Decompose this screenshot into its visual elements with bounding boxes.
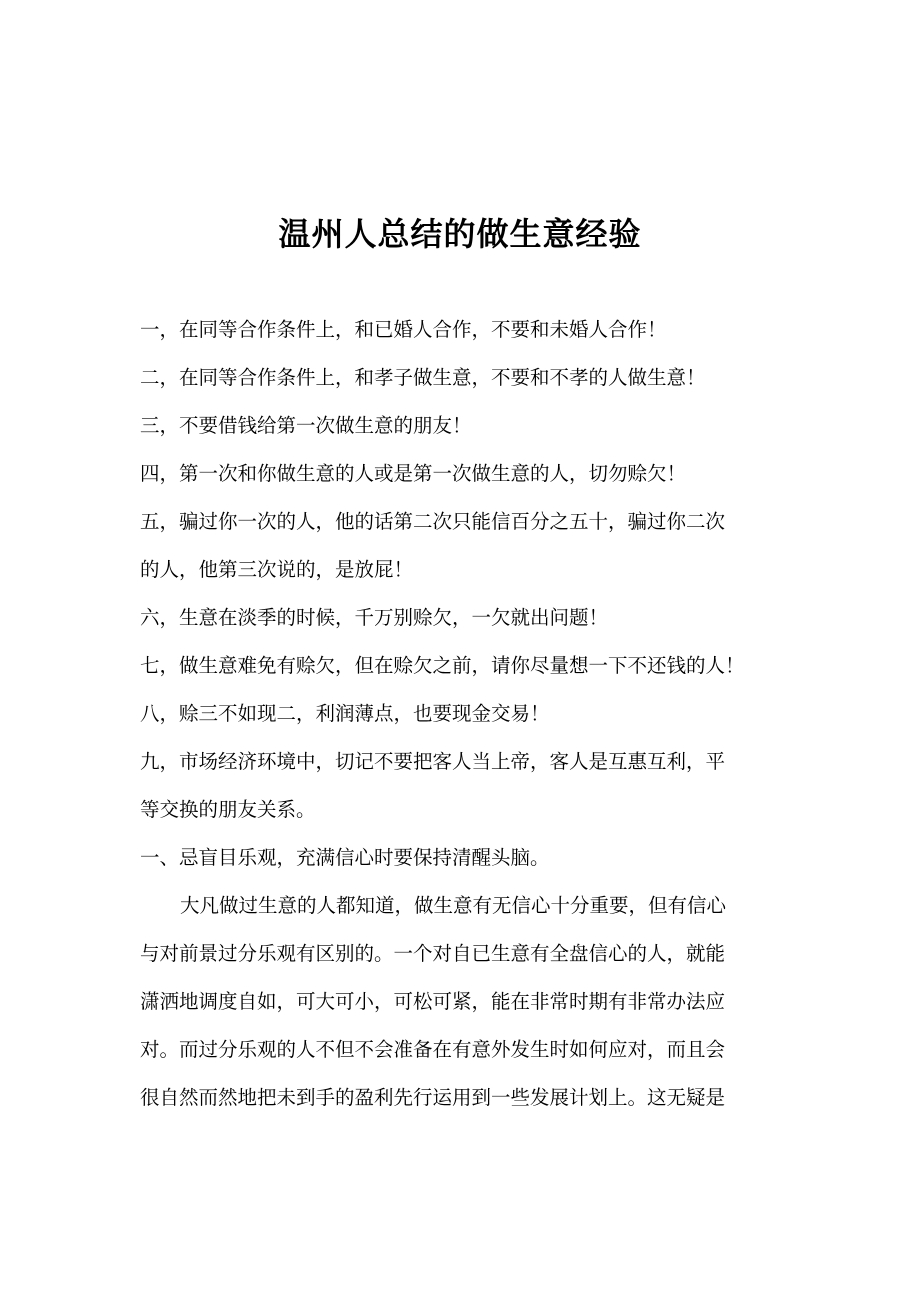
text-line-7: 六，生意在淡季的时候，千万别赊欠，一欠就出问题！ [140,606,609,629]
text-line-4: 四，第一次和你做生意的人或是第一次做生意的人，切勿赊欠！ [140,462,687,485]
text-line-1: 一，在同等合作条件上，和已婚人合作，不要和未婚人合作！ [140,318,667,341]
text-line-8: 七，做生意难免有赊欠，但在赊欠之前，请你尽量想一下不还钱的人！ [140,654,745,677]
text-line-9: 八，赊三不如现二，利润薄点，也要现金交易！ [140,702,550,725]
text-line-12: 一、忌盲目乐观，充满信心时要保持清醒头脑。 [140,846,550,869]
document-body [140,306,782,1122]
text-line-14: 与对前景过分乐观有区别的。一个对自已生意有全盘信心的人，就能 [140,942,726,965]
text-line-3: 三，不要借钱给第一次做生意的朋友！ [140,414,472,437]
text-line-2: 二，在同等合作条件上，和孝子做生意，不要和不孝的人做生意！ [140,366,706,389]
text-line-10: 九，市场经济环境中，切记不要把客人当上帝，客人是互惠互利，平 [140,750,726,773]
text-line-16: 对。而过分乐观的人不但不会准备在有意外发生时如何应对，而且会 [140,1038,726,1061]
text-line-17: 很自然而然地把未到手的盈利先行运用到一些发展计划上。这无疑是 [140,1086,726,1109]
text-line-15: 潇洒地调度自如，可大可小，可松可紧，能在非常时期有非常办法应 [140,990,726,1013]
text-line-6: 的人，他第三次说的，是放屁！ [140,558,414,581]
text-line-11: 等交换的朋友关系。 [140,798,316,821]
text-line-5: 五，骗过你一次的人，他的话第二次只能信百分之五十，骗过你二次 [140,510,726,533]
document-title: 温州人总结的做生意经验 [278,215,642,253]
text-line-13: 大凡做过生意的人都知道，做生意有无信心十分重要，但有信心 [180,894,727,917]
